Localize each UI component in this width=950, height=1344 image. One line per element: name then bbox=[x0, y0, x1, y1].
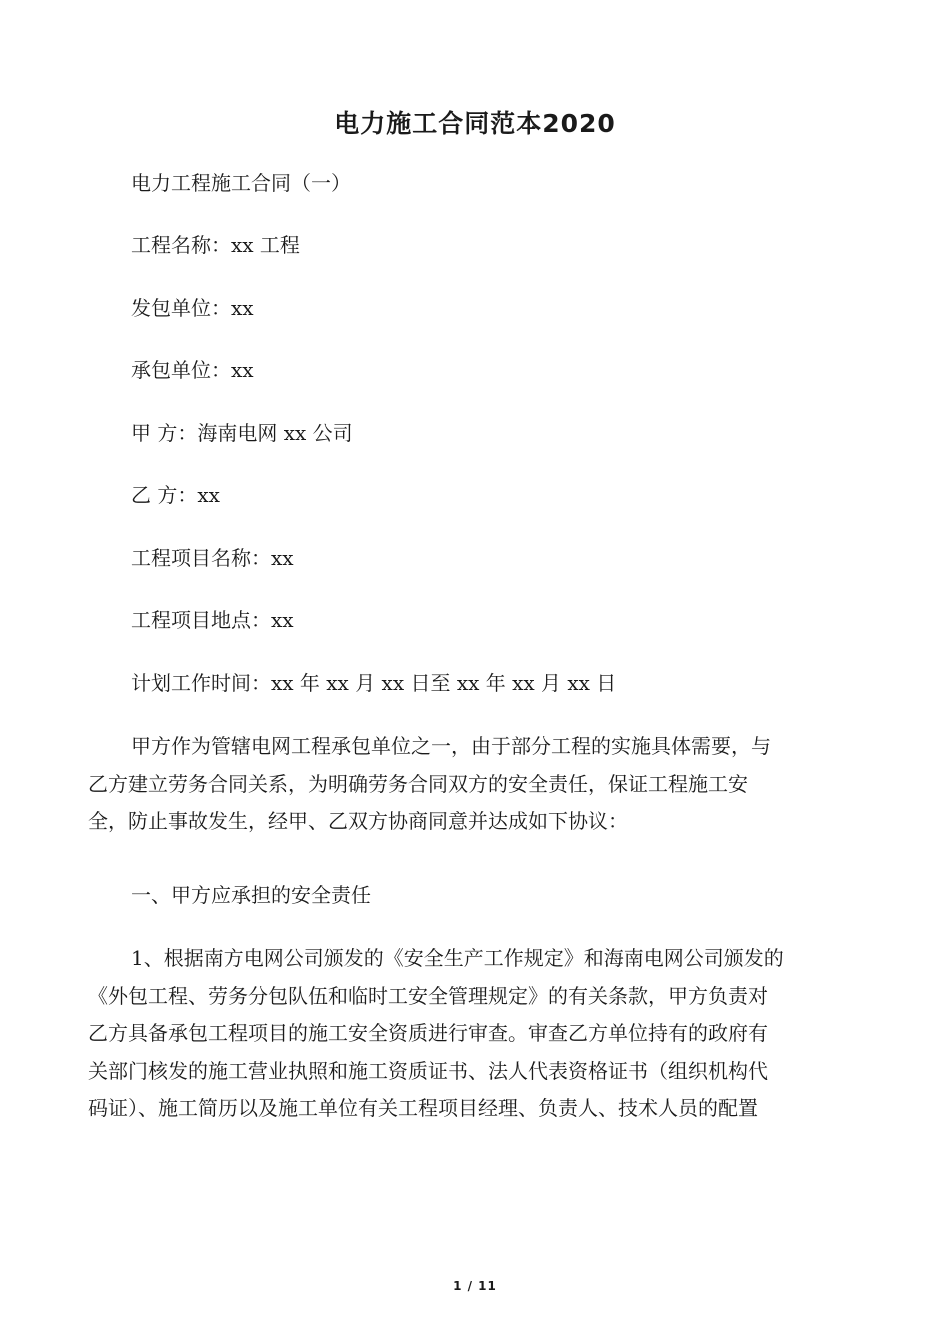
clause-paragraph-row: 乙方具备承包工程项目的施工安全资质进行审查。审查乙方单位持有的政府有 bbox=[88, 1021, 768, 1045]
clause-paragraph-row: 《外包工程、劳务分包队伍和临时工安全管理规定》的有关条款，甲方负责对 bbox=[88, 983, 768, 1008]
party-b-line: 乙 方：xx bbox=[131, 483, 220, 507]
intro-paragraph-row: 甲方作为管辖电网工程承包单位之一，由于部分工程的实施具体需要，与 bbox=[131, 734, 771, 758]
contract-subtitle: 电力工程施工合同（一） bbox=[131, 171, 351, 195]
intro-paragraph-row: 乙方建立劳务合同关系，为明确劳务合同双方的安全责任，保证工程施工安 bbox=[88, 771, 748, 796]
page-number: 1 / 11 bbox=[453, 1279, 497, 1293]
employer-line: 发包单位：xx bbox=[131, 296, 254, 320]
project-location-line: 工程项目地点：xx bbox=[131, 608, 294, 632]
party-a-line: 甲 方：海南电网 xx 公司 bbox=[131, 421, 353, 445]
section-heading: 一、甲方应承担的安全责任 bbox=[131, 883, 371, 907]
clause-paragraph-row: 关部门核发的施工营业执照和施工资质证书、法人代表资格证书（组织机构代 bbox=[88, 1058, 768, 1083]
project-item-name-line: 工程项目名称：xx bbox=[131, 546, 294, 570]
clause-paragraph-row: 1、根据南方电网公司颁发的《安全生产工作规定》和海南电网公司颁发的 bbox=[131, 946, 784, 970]
document-title: 电力施工合同范本2020 bbox=[334, 109, 616, 138]
clause-paragraph-row: 码证）、施工简历以及施工单位有关工程项目经理、负责人、技术人员的配置 bbox=[88, 1096, 758, 1120]
work-period-line: 计划工作时间：xx 年 xx 月 xx 日至 xx 年 xx 月 xx 日 bbox=[131, 671, 617, 695]
intro-paragraph bbox=[88, 728, 868, 841]
clause-paragraph bbox=[88, 940, 868, 1128]
contractor-line: 承包单位：xx bbox=[131, 358, 254, 382]
intro-paragraph-row: 全，防止事故发生，经甲、乙双方协商同意并达成如下协议： bbox=[88, 809, 628, 833]
project-name-line: 工程名称：xx 工程 bbox=[131, 233, 300, 257]
